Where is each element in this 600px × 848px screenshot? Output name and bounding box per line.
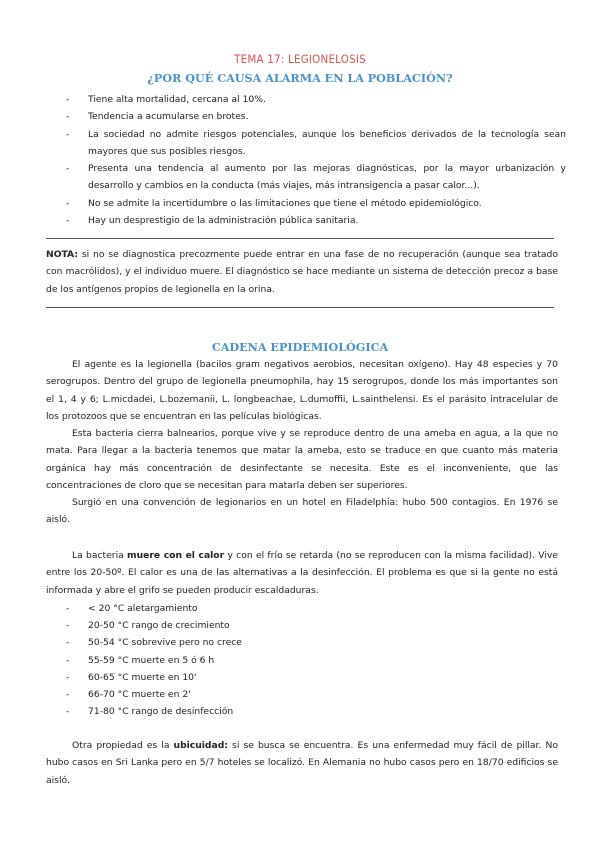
paragraph-agent: El agente es la legionella (bacilos gram negativos aerobios, necesitan oxígeno). Hay 48 especies y 70 serogrupos. Dentro del grupo de legionella pneumophila, hay 15 serogrupos, donde los más importantes son el 1, 4 y 6; L.micdadei, L.bozemanii, L. longbeachae, L.dumoffii, L.sainthelensi. Es el parásito intracelular de los protozoos que se encuentran en las películas biológicas.	[46, 359, 558, 422]
ubiquity-post: si se busca se encuentra. Es una enfermedad muy fácil de pillar. No hubo casos en Sri Lanka pero en 5/7 hoteles se localizó. En Alemania no hubo casos pero en 18/70 edificios se aisló.	[46, 740, 558, 786]
paragraph-ubiquity	[46, 737, 558, 789]
list-item: - 66-70 °C muerte en 2'	[66, 686, 566, 703]
list-item: - 55-59 °C muerte en 5 ó 6 h	[66, 652, 566, 669]
list-item: - Tendencia a acumularse en brotes.	[66, 108, 566, 125]
list-item: - < 20 °C aletargamiento	[66, 600, 566, 617]
nota-paragraph	[46, 246, 558, 298]
ubiquity-bold: ubicuidad:	[173, 740, 228, 751]
alarm-list	[66, 91, 566, 229]
nota-text: si no se diagnostica precozmente puede entrar en una fase de no recuperación (aunque sea tratado con macrólidos), y el individuo muere. El diagnóstico se hace mediante un sistema de detección precoz a base de los antígenos propios de legionella en la orina.	[46, 249, 558, 295]
cadena-heading: CADENA EPIDEMIOLÓGICA	[211, 340, 389, 354]
list-item: - 71-80 °C rango de desinfección	[66, 703, 566, 720]
paragraph-origin: Surgió en una convención de legionarios en un hotel en Filadelphia: hubo 500 contagios. En 1976 se aisló.	[46, 497, 558, 526]
list-item: - Hay un desprestigio de la administración pública sanitaria.	[66, 212, 566, 229]
list-item: - No se admite la incertidumbre o las limitaciones que tiene el método epidemiológico.	[66, 195, 566, 212]
list-item: - La sociedad no admite riesgos potenciales, aunque los beneficios derivados de la tecnología sean mayores que sus posibles riesgos.	[66, 126, 566, 161]
nota-label: NOTA:	[46, 249, 79, 260]
heat-pre: La bacteria	[72, 550, 128, 561]
paragraph-heat	[46, 547, 558, 599]
divider-bottom	[46, 307, 554, 308]
temperature-list	[66, 600, 566, 720]
list-item: - 50-54 °C sobrevive pero no crece	[66, 634, 566, 651]
divider-top	[46, 238, 554, 239]
alarm-heading: ¿POR QUÉ CAUSA ALARMA EN LA POBLACIÓN?	[147, 71, 453, 85]
list-item: - Presenta una tendencia al aumento por las mejoras diagnósticas, por la mayor urbanización y desarrollo y cambios en la conducta (más viajes, más intransigencia a pasar calor...).	[66, 160, 566, 195]
list-item: - 60-65 °C muerte en 10'	[66, 669, 566, 686]
ubiquity-pre: Otra propiedad es la	[72, 740, 174, 751]
list-item: - Tiene alta mortalidad, cercana al 10%.	[66, 91, 566, 108]
heat-bold: muere con el calor	[127, 550, 225, 561]
heat-post: y con el frío se retarda (no se reproducen con la misma facilidad). Vive entre los 20-50º. El calor es una de las alternativas a la desinfección. El problema es que si la gente no está informada y abre el grifo se pueden producir escaldaduras.	[46, 550, 558, 596]
page-title: TEMA 17: LEGIONELOSIS	[234, 52, 366, 66]
paragraph-balnearios: Esta bacteria cierra balnearios, porque vive y se reproduce dentro de una ameba en agua, a la que no mata. Para llegar a la bacteria tenemos que matar la ameba, esto se traduce en que cuanto más materia orgánica hay más concentración de desinfectante se necesita. Este es el inconveniente, que las concentraciones de cloro que se necesitan para matarla deben ser superiores.	[46, 428, 558, 491]
list-item: - 20-50 °C rango de crecimiento	[66, 617, 566, 634]
